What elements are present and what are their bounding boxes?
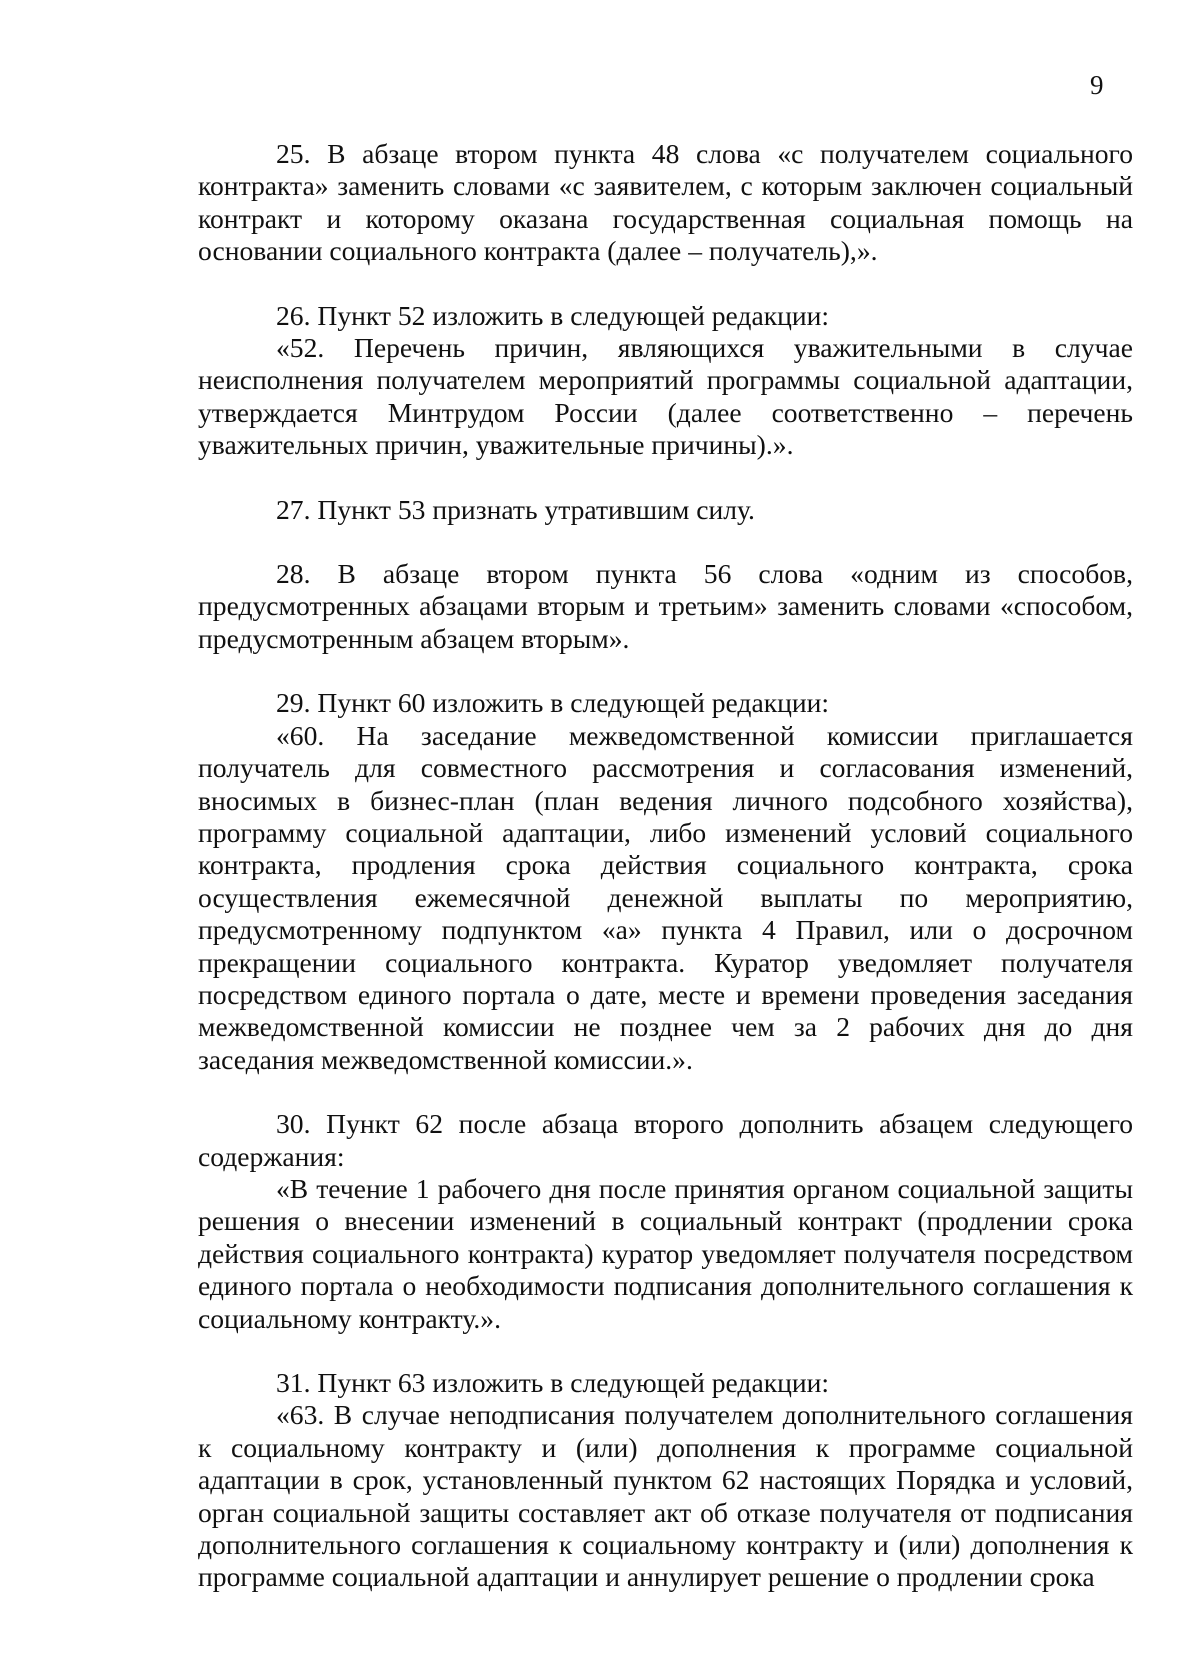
paragraph-30-heading: 30. Пункт 62 после абзаца второго дополнить абзацем следующего содержания: [198,1108,1133,1172]
paragraph-29-quote: «60. На заседание межведомственной комиссии приглашается получатель для совместного рассмотрения и согласования изменений, вносимых в бизнес-план (план ведения личного подсобного хозяйства), программу социальной адаптации, либо изменений условий социального контракта, продления срока действия социального контракта, срока осуществления ежемесячной денежной выплаты по мероприятию, предусмотренному подпунктом «а» пункта 4 Правил, или о досрочном прекращении социального контракта. Куратор уведомляет получателя посредством единого портала о дате, месте и времени проведения заседания межведомственной комиссии не позднее чем за 2 рабочих дня до дня заседания межведомственной комиссии.». [198,719,1133,1075]
paragraph-27: 27. Пункт 53 признать утратившим силу. [276,493,755,525]
paragraph-25: 25. В абзаце втором пункта 48 слова «с получателем социального контракта» заменить словами «с заявителем, с которым заключен социальный контракт и которому оказана государственная социальная помощь на основании социального контракта (далее – получатель),». [198,138,1133,267]
paragraph-26-heading: 26. Пункт 52 изложить в следующей редакции: [276,299,830,331]
paragraph-28: 28. В абзаце втором пункта 56 слова «одним из способов, предусмотренных абзацами вторым и третьим» заменить словами «способом, предусмотренным абзацем вторым». [198,558,1133,654]
page-number: 9 [1090,70,1104,100]
paragraph-26-quote: «52. Перечень причин, являющихся уважительными в случае неисполнения получателем мероприятий программы социальной адаптации, утверждается Минтрудом России (далее соответственно – перечень уважительных причин, уважительные причины).». [198,332,1133,461]
paragraph-29-heading: 29. Пункт 60 изложить в следующей редакции: [276,687,830,719]
paragraph-30-quote: «В течение 1 рабочего дня после принятия органом социальной защиты решения о внесении изменений в социальный контракт (продлении срока действия социального контракта) куратор уведомляет получателя посредством единого портала о необходимости подписания дополнительного соглашения к социальному контракту.». [198,1172,1133,1334]
document-body [198,138,1133,1594]
paragraph-31-heading: 31. Пункт 63 изложить в следующей редакции: [276,1367,830,1398]
paragraph-31-quote: «63. В случае неподписания получателем дополнительного соглашения к социальному контракту и (или) дополнения к программе социальной адаптации в срок, установленный пунктом 62 настоящих Порядка и условий, орган социальной защиты составляет акт об отказе получателя от подписания дополнительного соглашения к социальному контракту и (или) дополнения к программе социальной адаптации и аннулирует решение о продлении срока [198,1399,1133,1593]
